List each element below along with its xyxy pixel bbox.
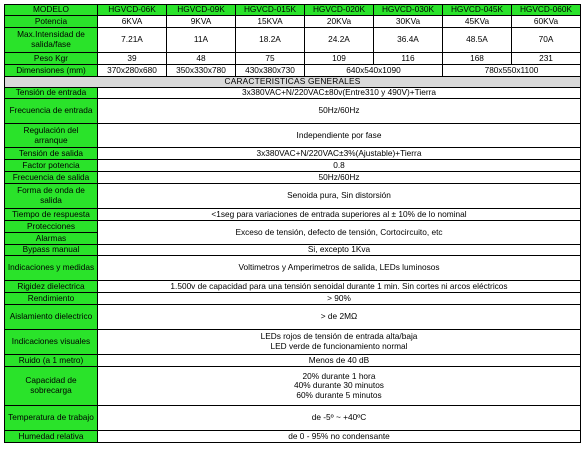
table-row <box>5 305 581 330</box>
row-label: Frecuencia de salida <box>5 172 98 184</box>
row-value: 0.8 <box>98 160 581 172</box>
row-value: 11A <box>167 28 236 53</box>
row-value: 1.500v de capacidad para una tensión senoidal durante 1 min. Sin cortes ni arcos eléctricos <box>98 281 581 293</box>
row-value: 9KVA <box>167 16 236 28</box>
model-name: HGVCD-09K <box>167 5 236 16</box>
row-value: 50Hz/60Hz <box>98 99 581 124</box>
table-row <box>5 431 581 443</box>
model-name: HGVCD-045K <box>443 5 512 16</box>
row-value: LEDs rojos de tensión de entrada alta/baja LED verde de funcionamiento normal <box>98 330 581 355</box>
row-value: 3x380VAC+N/220VAC±80v(Entre310 y 490V)+Tierra <box>98 88 581 99</box>
row-label: Temperatura de trabajo <box>5 406 98 431</box>
table-row <box>5 124 581 148</box>
row-label: Forma de onda de salida <box>5 184 98 209</box>
dimensions-row <box>5 65 581 77</box>
row-value: 231 <box>512 53 581 65</box>
row-value: 168 <box>443 53 512 65</box>
row-value: 6KVA <box>98 16 167 28</box>
row-value: > 90% <box>98 293 581 305</box>
row-label: Factor potencia <box>5 160 98 172</box>
table-row <box>5 184 581 209</box>
row-value: 45KVa <box>443 16 512 28</box>
row-label: Tensión de entrada <box>5 88 98 99</box>
table-row <box>5 221 581 233</box>
row-value: 15KVA <box>236 16 305 28</box>
table-row <box>5 172 581 184</box>
row-label: Capacidad de sobrecarga <box>5 367 98 406</box>
row-value: 75 <box>236 53 305 65</box>
model-name: HGVCD-020K <box>305 5 374 16</box>
row-label: Frecuencia de entrada <box>5 99 98 124</box>
row-value: de -5º ~ +40ºC <box>98 406 581 431</box>
table-row <box>5 256 581 281</box>
row-value: 640x540x1090 <box>305 65 443 77</box>
table-row <box>5 293 581 305</box>
row-value: 430x380x730 <box>236 65 305 77</box>
row-value: Menos de 40 dB <box>98 355 581 367</box>
row-label: Tensión de salida <box>5 148 98 160</box>
row-label: Bypass manual <box>5 245 98 256</box>
row-label: Rigidez dielectrica <box>5 281 98 293</box>
table-row <box>5 148 581 160</box>
table-row <box>5 367 581 406</box>
row-value: 50Hz/60Hz <box>98 172 581 184</box>
row-label: Alarmas <box>5 233 98 245</box>
row-value: 370x280x680 <box>98 65 167 77</box>
row-value: Si, excepto 1Kva <box>98 245 581 256</box>
header-label: MODELO <box>5 5 98 16</box>
row-value: de 0 - 95% no condensante <box>98 431 581 443</box>
row-value: 7.21A <box>98 28 167 53</box>
row-value: 109 <box>305 53 374 65</box>
row-label: Dimensiones (mm) <box>5 65 98 77</box>
row-label: Indicaciones visuales <box>5 330 98 355</box>
row-label: Humedad relativa <box>5 431 98 443</box>
row-value: 18.2A <box>236 28 305 53</box>
row-label: Indicaciones y medidas <box>5 256 98 281</box>
row-value: 20KVa <box>305 16 374 28</box>
table-row <box>5 16 581 28</box>
row-value: 60KVa <box>512 16 581 28</box>
row-label: Tiempo de respuesta <box>5 209 98 221</box>
spec-table <box>4 4 581 443</box>
row-value: > de 2MΩ <box>98 305 581 330</box>
row-label: Ruido (a 1 metro) <box>5 355 98 367</box>
table-row <box>5 355 581 367</box>
row-value: 3x380VAC+N/220VAC±3%(Ajustable)+Tierra <box>98 148 581 160</box>
table-row <box>5 330 581 355</box>
row-value: 24.2A <box>305 28 374 53</box>
table-row <box>5 160 581 172</box>
header-row <box>5 5 581 16</box>
table-row <box>5 281 581 293</box>
model-name: HGVCD-030K <box>374 5 443 16</box>
row-value: 116 <box>374 53 443 65</box>
row-value: 48 <box>167 53 236 65</box>
table-row <box>5 406 581 431</box>
row-label: Rendimiento <box>5 293 98 305</box>
table-row <box>5 88 581 99</box>
table-row <box>5 99 581 124</box>
table-row <box>5 245 581 256</box>
row-value: Independiente por fase <box>98 124 581 148</box>
row-label: Protecciones <box>5 221 98 233</box>
table-row <box>5 53 581 65</box>
model-name: HGVCD-06K <box>98 5 167 16</box>
row-value: 48.5A <box>443 28 512 53</box>
row-value: 70A <box>512 28 581 53</box>
row-value: 36.4A <box>374 28 443 53</box>
row-value: 350x330x780 <box>167 65 236 77</box>
row-label: Aislamiento dielectrico <box>5 305 98 330</box>
row-value: 30KVa <box>374 16 443 28</box>
row-value: <1seg para variaciones de entrada superiores al ± 10% de lo nominal <box>98 209 581 221</box>
row-label: Max.Intensidad de salida/fase <box>5 28 98 53</box>
row-value: 39 <box>98 53 167 65</box>
row-label: Peso Kgr <box>5 53 98 65</box>
row-value: Voltimetros y Amperimetros de salida, LEDs luminosos <box>98 256 581 281</box>
row-label: Regulación del arranque <box>5 124 98 148</box>
table-row <box>5 209 581 221</box>
row-value: Exceso de tensión, defecto de tensión, Cortocircuito, etc <box>98 221 581 245</box>
model-name: HGVCD-015K <box>236 5 305 16</box>
row-value: Senoida pura, Sin distorsión <box>98 184 581 209</box>
row-value: 780x550x1100 <box>443 65 581 77</box>
section-row <box>5 77 581 88</box>
row-value: 20% durante 1 hora 40% durante 30 minutos 60% durante 5 minutos <box>98 367 581 406</box>
table-row <box>5 28 581 53</box>
row-label: Potencia <box>5 16 98 28</box>
section-title: CARACTERISTICAS GENERALES <box>5 77 581 88</box>
model-name: HGVCD-060K <box>512 5 581 16</box>
